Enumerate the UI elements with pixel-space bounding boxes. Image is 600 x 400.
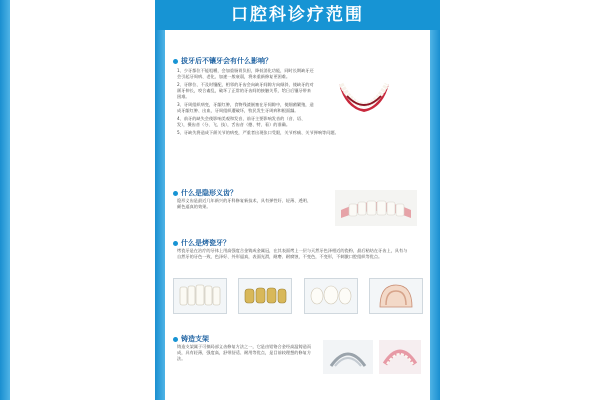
section-cast-framework	[173, 334, 423, 361]
list-item: 4、前牙的缺失会使影响美观和发音，前牙主要影响发音的（音、语、发），摄齿音（分、飞、技），舌齿音（德、特、看）的准确。	[177, 116, 306, 127]
poster-frame-left	[155, 0, 165, 400]
poster-title: 口腔科诊疗范围	[231, 5, 364, 25]
list-item: 3、牙周组织病变，牙龈红肿，食物残渣嵌塞在牙间隙中，使细菌繁殖，造成牙龈红肿、出血，牙周组织遭破坏，牧民发生牙周病和根面龋。	[177, 102, 314, 113]
section-title: 什么是烤瓷牙？	[173, 238, 423, 248]
porcelain-crown-image	[173, 278, 227, 314]
list-item: 2、牙移位、不及时镶配，相邻的牙齿会向缺牙间隙方向倾斜，使缺牙的对颌牙伸长，咬合紊乱，破坏了正常的牙齿间的接触关系，给日后镶牙带来困难。	[177, 82, 314, 99]
porcelain-image-row	[173, 278, 423, 312]
section-text: 烤瓷牙是在治疗的牙体上用高强度合金铸成金属冠，在其表面烤上一层与天然牙色泽相近的瓷粉，最后粘结在牙齿上，具有与自然牙的牙色一致、色泽好、外形逼真，表面光滑，耐磨、耐腐蚀，不变色，不变形，不刺激口腔组织等优点。	[177, 248, 408, 259]
poster-frame-right	[430, 0, 440, 400]
section-bullet-icon	[173, 337, 178, 342]
section-invisible-denture	[173, 188, 423, 209]
section-title: 拔牙后不镶牙会有什么影响？	[173, 56, 272, 66]
section-text: 隐形义齿是最近几年新兴的牙科修复新技术，具有弹性好、轻薄、透明、颜色逼真的效果。	[177, 198, 312, 209]
section-bullet-icon	[173, 241, 178, 246]
partial-denture-image	[379, 340, 421, 374]
list-item: 5、牙缺失将造成下颌关节的病变，严重者出现张口受限，关节疼痛、关节弹响等问题。	[177, 130, 339, 135]
section-bullet-icon	[173, 191, 178, 196]
section-title: 什么是隐形义齿？	[173, 188, 423, 198]
metal-framework-image	[238, 278, 292, 314]
dental-cast-image	[369, 278, 423, 314]
poster-header	[155, 0, 440, 30]
section-title: 铸造支架	[173, 334, 423, 344]
section-bullet-icon	[173, 59, 178, 64]
porcelain-veneer-image	[304, 278, 358, 314]
section-porcelain-teeth	[173, 238, 423, 259]
section-text: 铸造支架属于可摘局部义齿修复方法之一，它是由铝铬合金经高温铸造而成，具有轻薄，强度高，舒带舒适、耐用等优点，是目前较理想的修复方法。	[177, 344, 312, 361]
list-item: 1、少牙都位不能咀嚼，会加重肠胃负担，降低消化功能，同时长期缺牙还会引起牙周病、老化、加速一般衰弱，将来重新修复更困难。	[177, 68, 314, 79]
dental-arch-model-image	[333, 74, 395, 128]
invisible-denture-image	[335, 190, 417, 226]
poster	[155, 0, 440, 400]
cast-framework-image	[323, 340, 373, 374]
poster-left-border	[0, 0, 10, 400]
effects-list	[177, 68, 339, 138]
